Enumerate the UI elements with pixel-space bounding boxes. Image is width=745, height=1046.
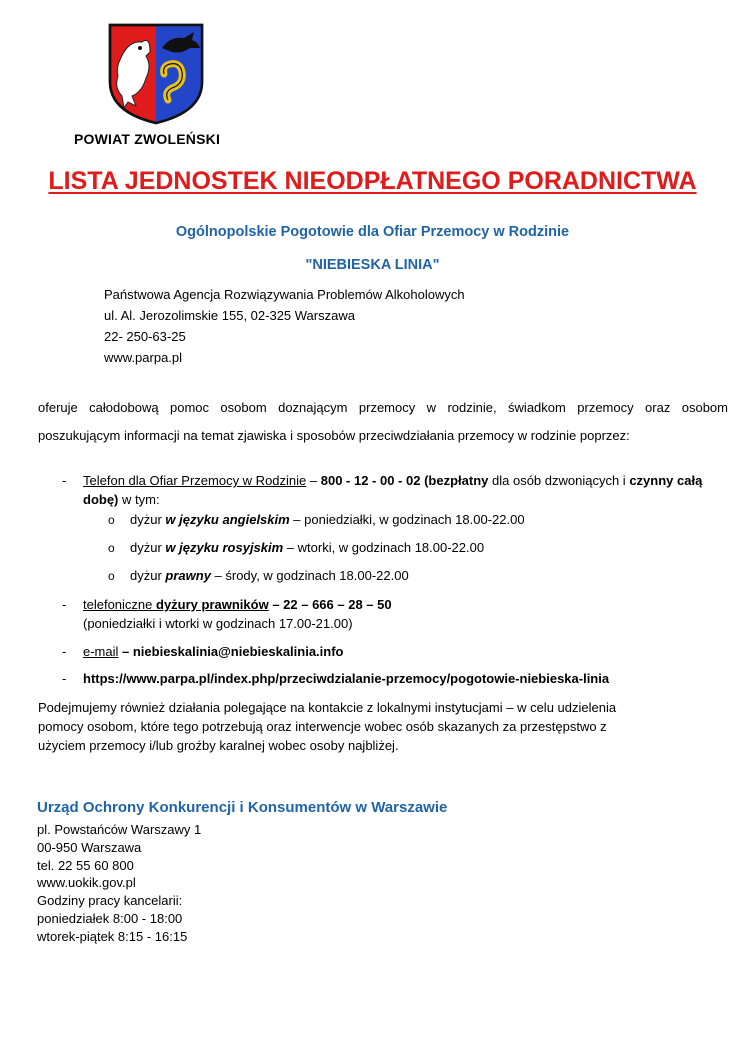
uokik-phone: tel. 22 55 60 800: [37, 857, 134, 873]
bullet-dash: -: [62, 671, 67, 686]
phone-free: bezpłatny: [428, 473, 489, 488]
address-block: [104, 284, 465, 368]
sub-item: [130, 540, 484, 555]
sub-item-language: w języku angielskim: [165, 512, 290, 527]
sub-item-hours: – poniedziałki, w godzinach 18.00-22.00: [289, 512, 525, 527]
uokik-postcode: 00-950 Warszawa: [37, 839, 142, 855]
page-title: LISTA JEDNOSTEK NIEODPŁATNEGO PORADNICTWA: [48, 167, 697, 195]
sub-item-hours: – środy, w godzinach 18.00-22.00: [210, 568, 409, 583]
phone-tail: w tym:: [118, 492, 160, 507]
email-bullet: [83, 642, 713, 661]
sub-marker: o: [108, 569, 115, 583]
uokik-street: pl. Powstańców Warszawy 1: [37, 822, 202, 837]
phone-sep: –: [306, 473, 321, 488]
sub-item: [130, 512, 525, 527]
phone-bullet: [83, 471, 713, 509]
phone-number: 800 - 12 - 00 - 02: [320, 473, 421, 488]
address-street: ul. Al. Jerozolimskie 155, 02-325 Warszawa: [104, 308, 355, 323]
sub-marker: o: [108, 513, 115, 527]
sub-item-language: prawny: [165, 568, 211, 583]
closing-line: pomocy osobom, które tego potrzebują oraz interwencje wobec osób skazanych za przestępstwo z: [38, 719, 607, 734]
lawyers-bullet: [83, 595, 713, 633]
section1-title: Ogólnopolskie Pogotowie dla Ofiar Przemocy w Rodzinie: [175, 224, 570, 240]
phone-open-paren: (: [420, 473, 429, 488]
lawyers-number: – 22 – 666 – 28 – 50: [268, 597, 392, 612]
closing-line: Podejmujemy również działania polegające na kontakcie z lokalnymi instytucjami – w celu udzielenia: [38, 700, 617, 715]
email-value[interactable]: – niebieskalinia@niebieskalinia.info: [118, 644, 344, 659]
sub-item-hours: – wtorki, w godzinach 18.00-22.00: [283, 540, 485, 555]
email-label[interactable]: e-mail: [83, 644, 119, 659]
uokik-web[interactable]: www.uokik.gov.pl: [37, 875, 136, 891]
bullet-dash: -: [62, 644, 67, 659]
lawyers-hours: (poniedziałki i wtorki w godzinach 17.00-21.00): [83, 616, 353, 631]
lawyers-label[interactable]: [83, 597, 269, 612]
intro-line-1: oferuje całodobową pomoc osobom doznającym przemocy w rodzinie, świadkom przemocy oraz osobom: [38, 400, 728, 415]
uokik-address-block: [37, 821, 201, 946]
url-link[interactable]: https://www.parpa.pl/index.php/przeciwdzialanie-przemocy/pogotowie-niebieska-linia: [83, 671, 610, 686]
section1-subtitle: "NIEBIESKA LINIA": [305, 257, 440, 273]
address-web[interactable]: www.parpa.pl: [104, 350, 183, 365]
sub-item-prefix: dyżur: [130, 512, 166, 527]
sub-marker: o: [108, 541, 115, 555]
sub-item: [130, 568, 409, 583]
sub-item-prefix: dyżur: [130, 568, 166, 583]
county-name: POWIAT ZWOLEŃSKI: [74, 131, 221, 147]
phone-label[interactable]: Telefon dla Ofiar Przemocy w Rodzinie: [83, 473, 307, 488]
lawyers-label-bold: dyżury prawników: [156, 597, 269, 612]
powiat-coat-of-arms-icon: [106, 22, 206, 126]
sub-item-language: w języku rosyjskim: [165, 540, 284, 555]
address-org: Państwowa Agencja Rozwiązywania Problemów Alkoholowych: [104, 287, 465, 302]
bullet-dash: -: [62, 473, 67, 488]
intro-line-2: poszukującym informacji na temat zjawiska i sposobów przeciwdziałania przemocy w rodzinie poprzez:: [38, 428, 630, 443]
phone-active: czynny całą dobę): [83, 473, 703, 507]
lawyers-label-plain: telefoniczne: [83, 597, 156, 612]
uokik-hours-tue-fri: wtorek-piątek 8:15 - 16:15: [37, 928, 188, 944]
sub-item-prefix: dyżur: [130, 540, 166, 555]
address-phone: 22- 250-63-25: [104, 329, 186, 344]
closing-paragraph: [38, 698, 728, 755]
uokik-hours-label: Godziny pracy kancelarii:: [37, 893, 183, 909]
bullet-dash: -: [62, 597, 67, 612]
phone-mid: dla osób dzwoniących i: [488, 473, 630, 488]
closing-line: użyciem przemocy i/lub groźby karalnej wobec osoby najbliżej.: [38, 738, 399, 753]
uokik-hours-monday: poniedziałek 8:00 - 18:00: [37, 910, 183, 926]
section2-title: Urząd Ochrony Konkurencji i Konsumentów w Warszawie: [37, 799, 448, 816]
